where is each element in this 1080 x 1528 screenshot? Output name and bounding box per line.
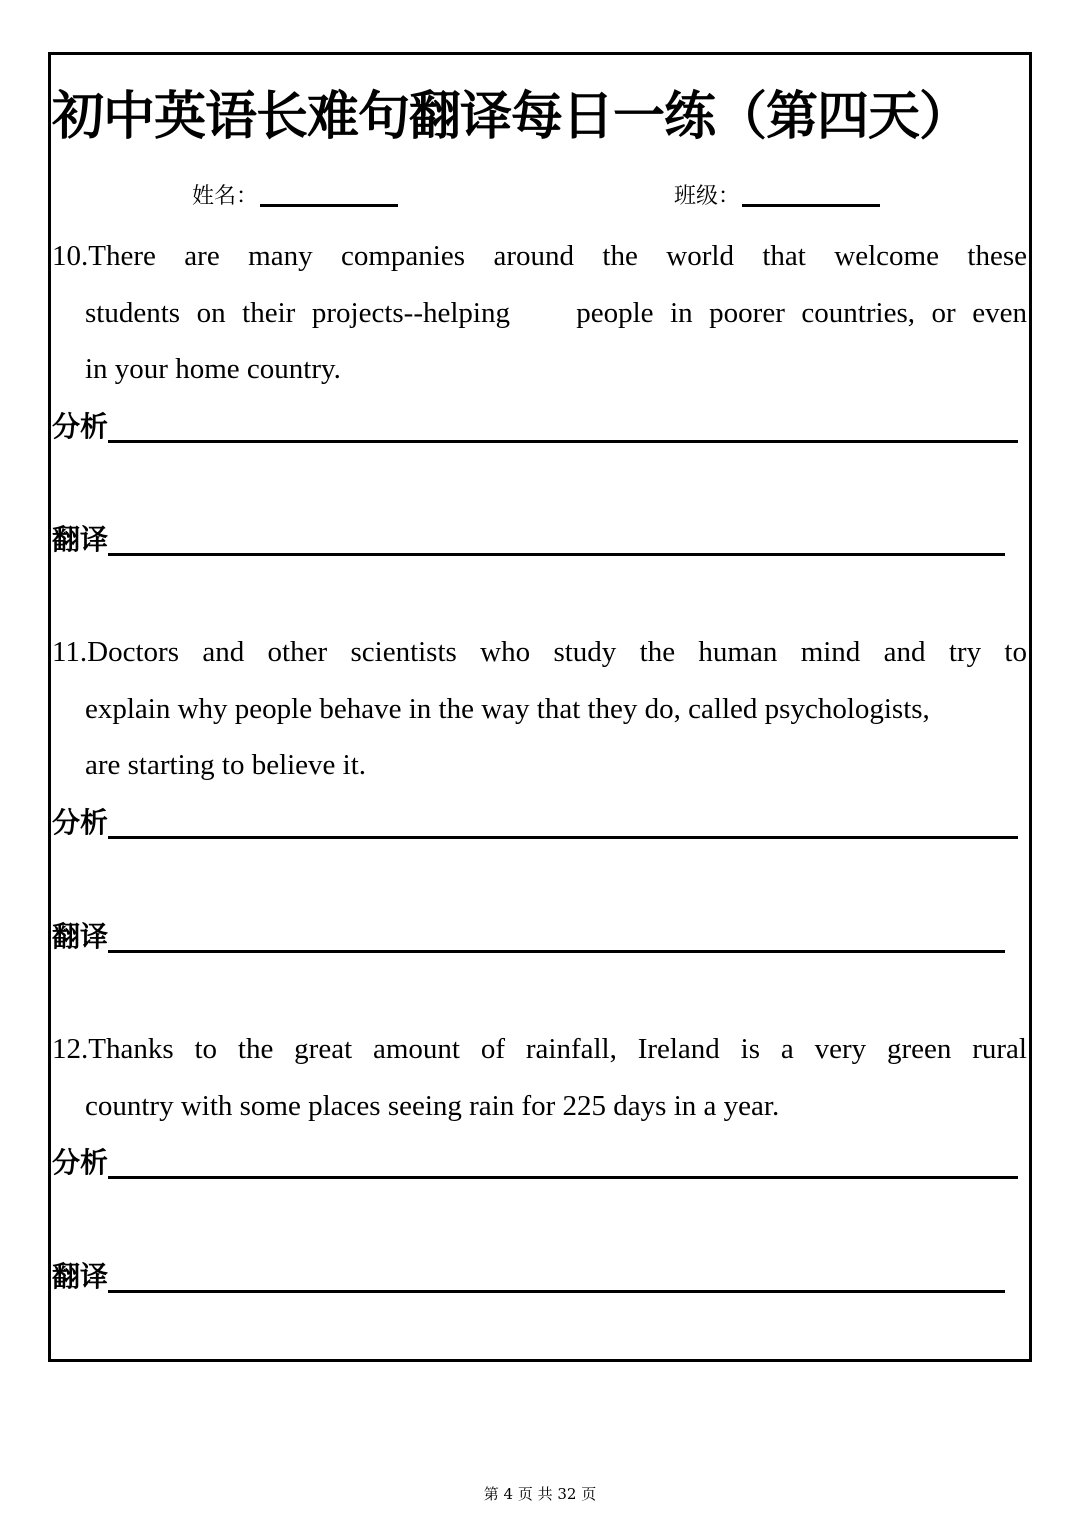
question-line: 12.Thanks to the great amount of rainfall, Ireland is a very green rural — [52, 1033, 1027, 1065]
translation-answer-line[interactable] — [108, 553, 1005, 556]
analysis-answer-line[interactable] — [108, 440, 1018, 443]
translation-row-12 — [52, 1254, 1005, 1294]
translation-answer-line[interactable] — [108, 950, 1005, 953]
question-line: 11.Doctors and other scientists who study the human mind and try to — [52, 636, 1027, 668]
name-label: 姓名： — [192, 184, 259, 209]
class-label: 班级： — [674, 184, 741, 209]
question-line: explain why people behave in the way that they do, called psychologists, — [85, 692, 930, 725]
translation-answer-line[interactable] — [108, 1290, 1005, 1293]
analysis-answer-line[interactable] — [108, 1176, 1018, 1179]
question-line: 10.There are many companies around the world that welcome these — [52, 240, 1027, 272]
translation-label: 翻译 — [52, 523, 109, 556]
question-line: country with some places seeing rain for 225 days in a year. — [85, 1089, 780, 1122]
analysis-label: 分析 — [52, 410, 109, 443]
name-blank[interactable] — [260, 204, 398, 207]
analysis-label: 分析 — [52, 806, 109, 839]
analysis-answer-line[interactable] — [108, 836, 1018, 839]
question-line: students on their projects--helping people in poorer countries, or even — [85, 296, 1027, 329]
analysis-row-12 — [52, 1140, 1018, 1180]
question-11 — [52, 624, 1027, 794]
class-blank[interactable] — [742, 204, 880, 207]
analysis-row-11 — [52, 800, 1018, 840]
question-10 — [52, 228, 1027, 398]
question-12 — [52, 1021, 1027, 1134]
page-footer: 第 4 页 共 32 页 — [483, 1485, 597, 1503]
question-line: are starting to believe it. — [85, 749, 367, 781]
translation-row-10 — [52, 517, 1005, 557]
translation-row-11 — [52, 914, 1005, 954]
translation-label: 翻译 — [52, 920, 109, 953]
translation-label: 翻译 — [52, 1260, 109, 1293]
class-field — [674, 182, 880, 212]
question-line: in your home country. — [85, 353, 341, 385]
worksheet-title: 初中英语长难句翻译每日一练（第四天） — [52, 87, 971, 147]
analysis-label: 分析 — [52, 1146, 109, 1179]
name-field — [192, 182, 398, 212]
analysis-row-10 — [52, 404, 1018, 444]
